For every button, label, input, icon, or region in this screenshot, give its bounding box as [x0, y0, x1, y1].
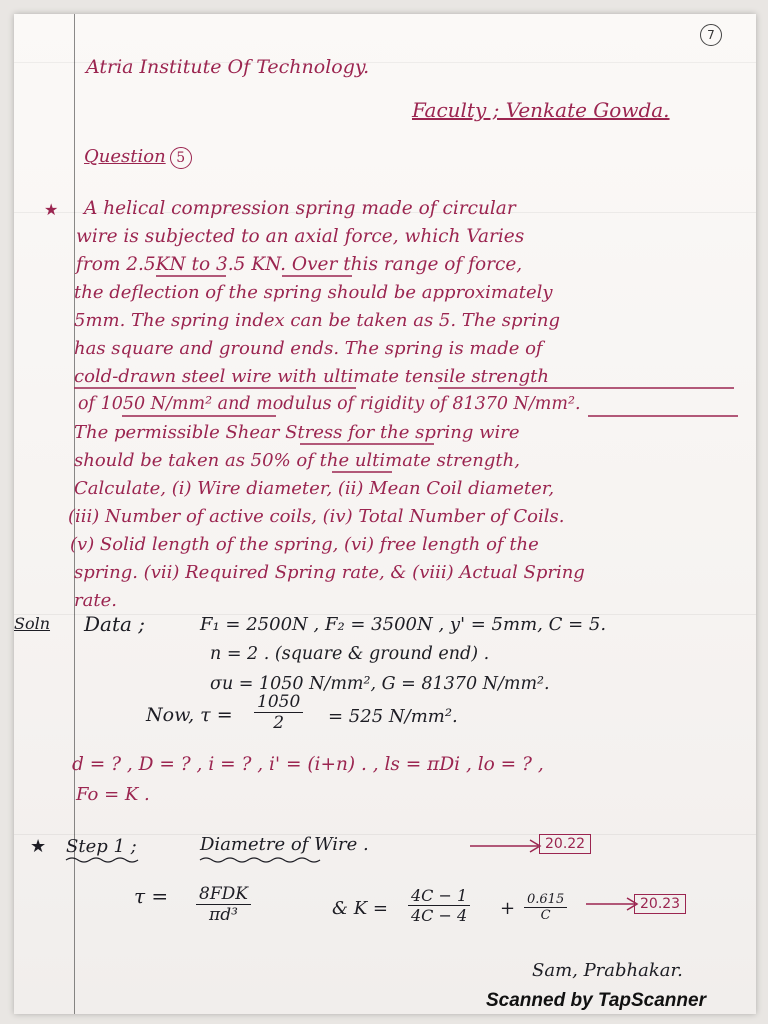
question-line: wire is subjected to an axial force, which Varies — [76, 226, 525, 247]
k-label: & K = — [332, 898, 388, 919]
ruled-line — [14, 834, 756, 835]
question-line: 5mm. The spring index can be taken as 5. The spring — [74, 310, 561, 331]
faculty-name: Faculty ; Venkate Gowda. — [412, 98, 670, 122]
question-line: The permissible Shear Stress for the spring wire — [74, 422, 520, 443]
data-line-3: σu = 1050 N/mm², G = 81370 N/mm². — [210, 674, 550, 694]
question-number: 5 — [170, 147, 192, 169]
tau-result: = 525 N/mm². — [328, 706, 458, 727]
question-line: A helical compression spring made of circular — [84, 198, 516, 219]
now-label: Now, τ = — [146, 704, 233, 726]
equation-reference-box: 20.23 — [634, 894, 686, 914]
data-line-1: F₁ = 2500N , F₂ = 3500N , y' = 5mm, C = 5. — [200, 614, 607, 635]
question-line: should be taken as 50% of the ultimate strength, — [74, 450, 520, 471]
k-fraction — [408, 886, 470, 925]
question-label: Question — [84, 146, 166, 167]
k-numerator: 4C − 1 — [408, 886, 470, 906]
signature: Sam, Prabhakar. — [532, 960, 683, 981]
step1-title: Diametre of Wire . — [200, 834, 369, 855]
institute-name: Atria Institute Of Technology. — [86, 56, 370, 78]
step1-label: Step 1 ; — [66, 836, 137, 857]
solution-label: Soln — [14, 614, 51, 633]
data-label: Data ; — [84, 612, 146, 636]
question-line: has square and ground ends. The spring is made of — [74, 338, 543, 359]
scanner-watermark: Scanned by TapScanner — [486, 990, 706, 1011]
arrow-icon — [468, 836, 548, 856]
k2-denominator: C — [540, 908, 551, 923]
star-icon: ★ — [30, 836, 47, 857]
k2-numerator: 0.615 — [524, 892, 567, 908]
tau-denominator: 2 — [273, 713, 285, 733]
page-number: 7 — [700, 24, 722, 46]
tau-symbol: τ = — [134, 884, 169, 908]
question-line: cold-drawn steel wire with ultimate tensile strength — [74, 366, 549, 387]
tau-numerator: 1050 — [254, 692, 303, 713]
question-underlines — [14, 14, 756, 614]
question-line: (v) Solid length of the spring, (vi) free length of the — [70, 534, 539, 555]
step1-underline — [14, 854, 756, 874]
question-line: the deflection of the spring should be approximately — [74, 282, 553, 303]
unknowns-line-2: Fo = K . — [76, 784, 150, 805]
question-line: rate. — [74, 590, 117, 611]
k-denominator: 4C − 4 — [411, 906, 468, 925]
star-icon: ★ — [44, 200, 59, 219]
question-line: spring. (vii) Required Spring rate, & (viii) Actual Spring — [74, 562, 585, 583]
question-line: (iii) Number of active coils, (iv) Total Number of Coils. — [68, 506, 565, 527]
question-line: from 2.5KN to 3.5 KN. Over this range of force, — [76, 254, 523, 275]
data-line-2: n = 2 . (square & ground end) . — [210, 644, 490, 664]
tau-fraction — [254, 692, 303, 733]
stress-numerator: 8FDK — [196, 884, 251, 905]
question-line: Calculate, (i) Wire diameter, (ii) Mean Coil diameter, — [74, 478, 555, 499]
equation-reference-box: 20.22 — [539, 834, 591, 854]
stress-denominator: πd³ — [209, 905, 238, 925]
question-line: of 1050 N/mm² and modulus of rigidity of 81370 N/mm². — [78, 394, 581, 414]
k2-fraction — [524, 892, 567, 923]
stress-fraction — [196, 884, 251, 925]
unknowns-line-1: d = ? , D = ? , i = ? , i' = (i+n) . , ls = πDi , lo = ? , — [72, 754, 544, 775]
notebook-page — [14, 14, 756, 1014]
plus-sign: + — [500, 898, 516, 919]
